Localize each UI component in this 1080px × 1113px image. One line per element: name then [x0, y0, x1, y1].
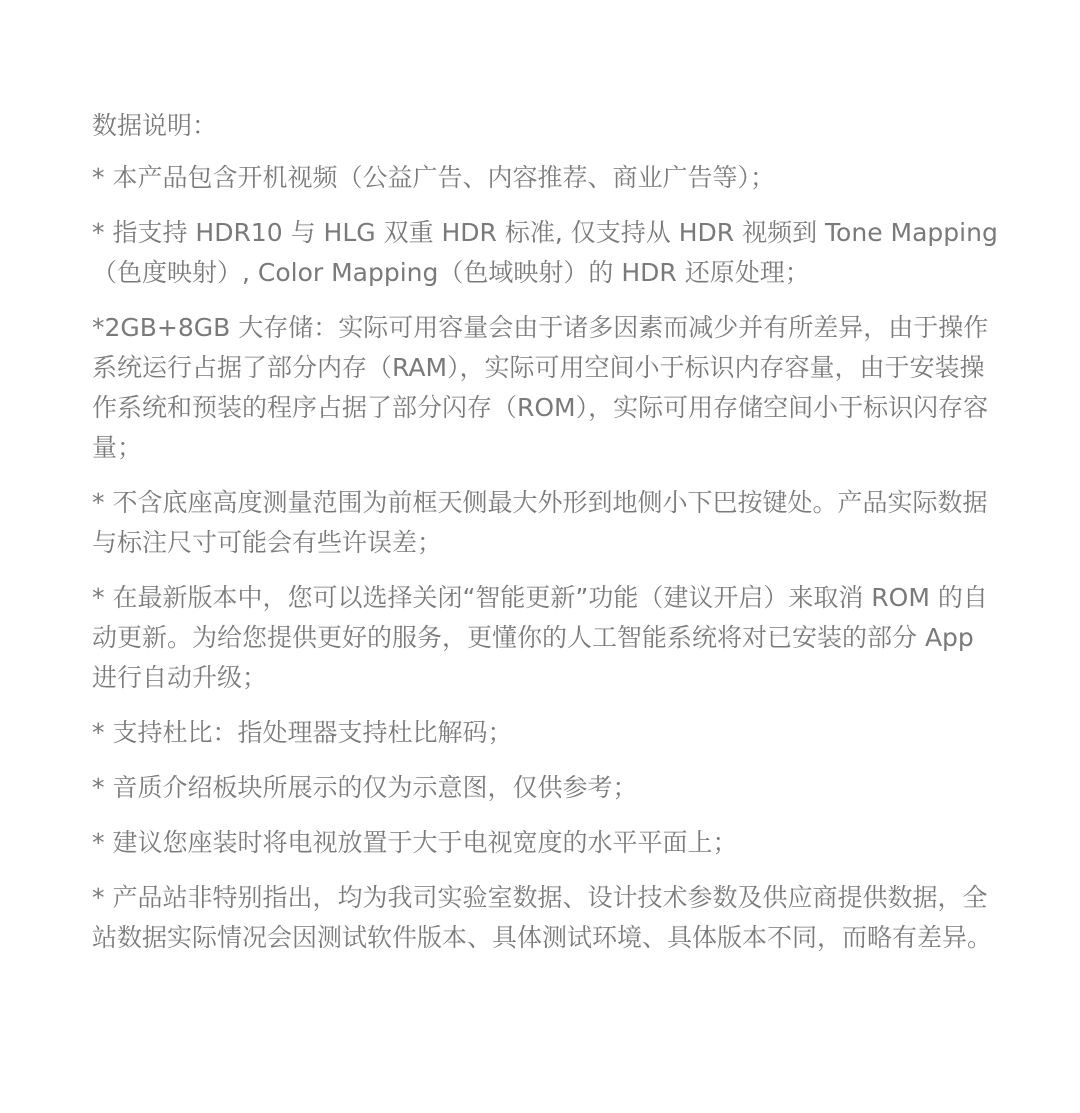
note-item-smart-update: * 在最新版本中，您可以选择关闭“智能更新”功能（建议开启）来取消 ROM 的自动更新。为给您提供更好的服务，更懂你的人工智能系统将对已安装的部分 App 进行自动升级；: [92, 583, 988, 692]
note-item-placement: * 建议您座装时将电视放置于大于电视宽度的水平平面上；: [92, 828, 738, 857]
note-item-hdr: * 指支持 HDR10 与 HLG 双重 HDR 标准, 仅支持从 HDR 视频到 Tone Mapping（色度映射）, Color Mapping（色域映射）的 HDR 还原处理；: [92, 218, 998, 287]
note-item-dimensions: * 不含底座高度测量范围为前框天侧最大外形到地侧小下巴按键处。产品实际数据与标注尺寸可能会有些许误差；: [92, 488, 988, 557]
note-item-audio-illustration: * 音质介绍板块所展示的仅为示意图，仅供参考；: [92, 773, 638, 802]
note-item-storage: *2GB+8GB 大存储：实际可用容量会由于诸多因素而减少并有所差异，由于操作系统运行占据了部分内存（RAM），实际可用空间小于标识内存容量，由于安装操作系统和预装的程序占据了部分闪存（ROM），实际可用存储空间小于标识闪存容量；: [92, 313, 989, 462]
note-item-data-source: * 产品站非特别指出，均为我司实验室数据、设计技术参数及供应商提供数据，全站数据实际情况会因测试软件版本、具体测试环境、具体版本不同，而略有差异。: [92, 883, 993, 952]
note-item-dolby: * 支持杜比：指处理器支持杜比解码；: [92, 718, 513, 747]
notes-title: 数据说明：: [92, 111, 218, 140]
note-item-boot-video: * 本产品包含开机视频（公益广告、内容推荐、商业广告等）；: [92, 163, 775, 192]
data-notes-section: [92, 104, 1000, 973]
